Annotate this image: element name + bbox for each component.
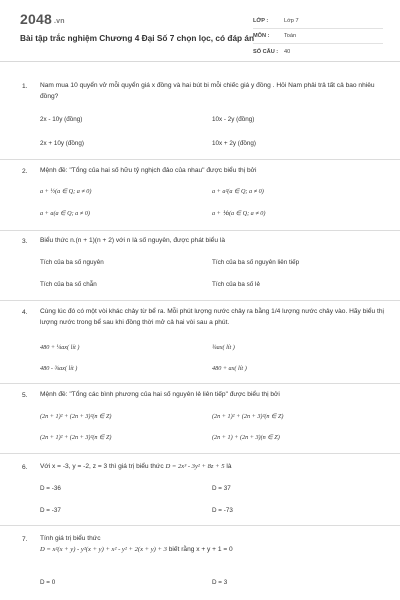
site-logo[interactable] [20, 11, 65, 27]
document-meta [253, 14, 383, 59]
option-c[interactable]: Tích của ba số chẵn [40, 281, 97, 288]
document-title: Bài tập trắc nghiệm Chương 4 Đại Số 7 chọn lọc, có đáp án [20, 33, 255, 43]
question-number: 5. [22, 392, 28, 399]
question-number: 3. [22, 238, 28, 245]
option-d[interactable]: D = -73 [212, 507, 233, 514]
option-b[interactable]: Tích của ba số nguyên liên tiếp [212, 259, 300, 266]
document-header [0, 0, 400, 62]
option-c[interactable]: a + a(a ∈ Q; a ≠ 0) [40, 210, 90, 217]
option-c[interactable]: 2x + 10y (đồng) [40, 140, 84, 147]
question-number: 7. [22, 536, 28, 543]
option-c[interactable]: (2n + 1)² + (2n + 3)²(n ∈ Z) [40, 434, 112, 441]
option-b[interactable]: 10x - 2y (đồng) [212, 116, 255, 123]
question-1 [0, 62, 400, 160]
option-d[interactable]: (2n + 1) + (2n + 3)(n ∈ Z) [212, 434, 280, 441]
question-text-plain: Với x = -3, y = -2, z = 3 thì giá trị biểu thức [40, 463, 166, 470]
logo-suffix: .vn [53, 18, 65, 25]
option-d[interactable]: Tích của ba số lẻ [212, 281, 260, 288]
question-text: Nam mua 10 quyển vở mỗi quyển giá x đồng và hai bút bi mỗi chiếc giá y đồng . Hỏi Nam phải trả tất cả bao nhiêu đồng? [40, 82, 375, 100]
option-b[interactable]: (2n + 1)² + (2n + 3)²(n ∈ Z) [212, 413, 284, 420]
question-text: Mệnh đề: "Tổng của hai số hữu tỷ nghịch đảo của nhau" được biểu thị bởi [40, 167, 257, 174]
option-c[interactable]: D = -37 [40, 507, 61, 514]
question-5 [0, 384, 400, 454]
meta-label: MÔN : [253, 33, 270, 39]
meta-value: Toán [284, 33, 297, 39]
meta-value: 40 [284, 48, 291, 55]
option-a[interactable]: Tích của ba số nguyên [40, 259, 104, 266]
option-b[interactable]: a + a²(a ∈ Q; a ≠ 0) [212, 188, 264, 195]
question-number: 4. [22, 309, 28, 316]
question-text-tail: là [224, 463, 232, 470]
option-a[interactable]: D = 0 [40, 579, 56, 586]
question-text [40, 462, 385, 473]
question-text-math: D = 2x³ - 3y² + 8z + 5 [165, 463, 225, 470]
question-text: Biểu thức n.(n + 1)(n + 2) với n là số nguyên, được phát biểu là [40, 237, 225, 244]
option-a[interactable]: D = -36 [40, 485, 61, 492]
option-b[interactable]: ¾ax( lít ) [212, 344, 235, 351]
question-6 [0, 454, 400, 526]
question-text [40, 534, 385, 555]
option-a[interactable]: (2n + 1)² + (2n + 3)²(n ∈ Z) [40, 413, 112, 420]
meta-row-count [253, 44, 383, 59]
meta-row-class [253, 14, 383, 29]
question-text: Cùng lúc đó có một vòi khác chảy từ bể ra. Mỗi phút lượng nước chảy ra bằng 1/4 lượng nước chảy vào. Hãy biểu thị lượng nước trong bể sau khi đồng thời mở cả hai vòi sau a phút. [40, 308, 384, 326]
question-3 [0, 231, 400, 301]
meta-row-subject [253, 29, 383, 44]
question-text-tail: biết rằng x + y + 1 = 0 [166, 545, 233, 553]
meta-value: Lớp 7 [284, 18, 299, 24]
question-number: 6. [22, 464, 28, 471]
question-text-math: D = x²(x + y) - y²(x + y) + x² - y² + 2(x + y) + 3 [40, 545, 167, 553]
option-d[interactable]: a + ⅟a(a ∈ Q; a ≠ 0) [212, 210, 266, 217]
question-7 [0, 526, 400, 600]
option-a[interactable]: a + ½(a ∈ Q; a ≠ 0) [40, 188, 92, 195]
meta-label: SỐ CÂU : [253, 48, 279, 55]
option-d[interactable]: 480 + ax( lít ) [212, 365, 247, 372]
meta-label: LỚP : [253, 18, 269, 24]
option-d[interactable]: 10x + 2y (đồng) [212, 140, 256, 147]
question-2 [0, 160, 400, 231]
question-number: 1. [22, 83, 28, 90]
logo-text: 2048 [20, 11, 52, 27]
option-a[interactable]: 480 + ¼ax( lít ) [40, 344, 80, 351]
question-text: Mệnh đề: "Tổng các bình phương của hai số nguyên lẻ liên tiếp" được biểu thị bởi [40, 391, 280, 398]
option-a[interactable]: 2x - 10y (đồng) [40, 116, 83, 123]
option-b[interactable]: D = 3 [212, 579, 228, 586]
question-4 [0, 301, 400, 384]
option-b[interactable]: D = 37 [212, 485, 231, 492]
question-text-plain: Tính giá trị biểu thức [40, 535, 101, 542]
question-number: 2. [22, 168, 28, 175]
option-c[interactable]: 480 - ¾ax( lít ) [40, 365, 78, 372]
